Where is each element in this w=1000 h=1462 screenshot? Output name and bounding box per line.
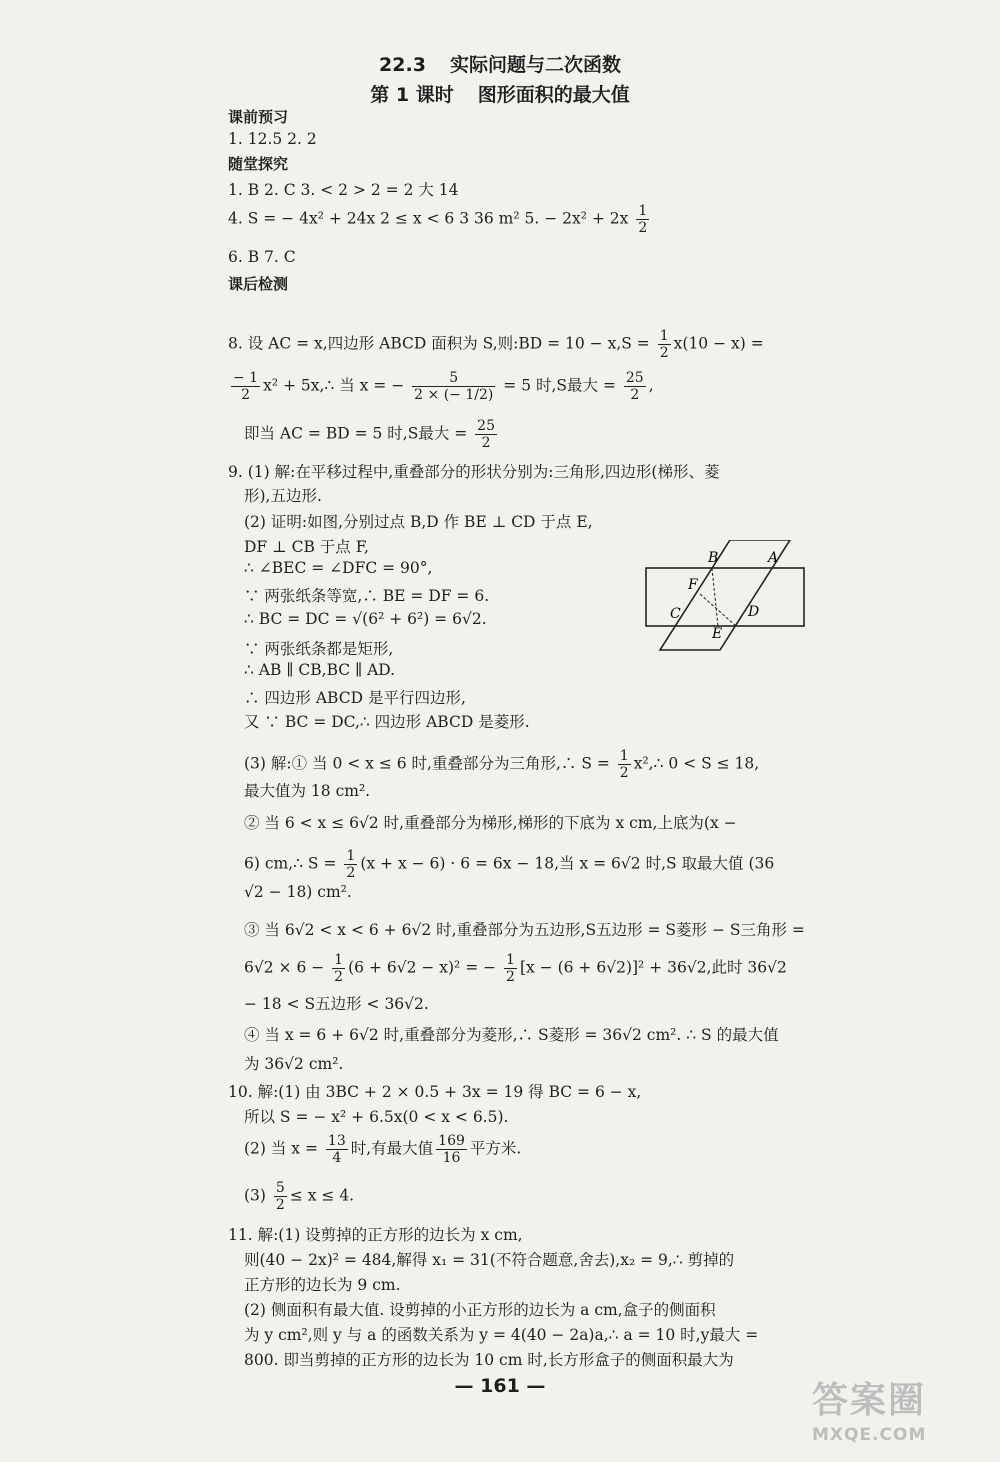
fraction: $\frac{5}{2 \times (- 1/2)}$ (414, 370, 494, 403)
fraction: $\frac{1}{2}$ (638, 203, 648, 236)
answer-line: 则(40 − 2x)² = 484,解得 x₁ = 31(不符合题意,舍去),x₂ = 9,∴ 剪掉的 (244, 1251, 735, 1269)
answer-line: 10. 解:(1) 由 3BC + 2 × 0.5 + 3x = 19 得 BC = 6 − x, (228, 1083, 642, 1101)
section-heading (0, 50, 1000, 77)
answer-line: − 18 < S五边形 < 36√2. (244, 995, 429, 1013)
answer-text: x²,∴ 0 < S ≤ 18, (633, 754, 760, 773)
answer-line: 1. B 2. C 3. < 2 > 2 = 2 大 14 (228, 181, 459, 199)
answer-text: (2) 当 x = (244, 1139, 318, 1158)
answer-line: 正方形的边长为 9 cm. (244, 1276, 401, 1294)
answer-line: 11. 解:(1) 设剪掉的正方形的边长为 x cm, (228, 1226, 523, 1244)
fraction: $\frac{- 1}{2}$ (233, 370, 259, 403)
answer-line: 1. 12.5 2. 2 (228, 130, 317, 148)
answer-line (244, 1133, 521, 1166)
answer-line: ∴ BC = DC = √(6² + 6²) = 6√2. (244, 610, 487, 628)
fraction: $\frac{13}{4}$ (327, 1133, 346, 1166)
answer-text: (3) (244, 1186, 266, 1205)
section-number: 22.3 (379, 54, 426, 76)
fraction: $\frac{5}{2}$ (275, 1180, 285, 1213)
answer-text: 即当 AC = BD = 5 时,S最大 = (244, 424, 468, 443)
fraction: $\frac{1}{2}$ (334, 952, 344, 985)
fraction: $\frac{1}{2}$ (346, 848, 356, 881)
lesson-heading (0, 80, 1000, 107)
lesson-title: 图形面积的最大值 (477, 84, 630, 106)
label-F: F (688, 577, 698, 593)
answer-line: √2 − 18) cm². (244, 883, 352, 901)
answer-line: ④ 当 x = 6 + 6√2 时,重叠部分为菱形,∴ S菱形 = 36√2 cm². ∴ S 的最大值 (244, 1026, 779, 1044)
answer-text: (6 + 6√2 − x)² = − (348, 958, 497, 977)
answer-line: ③ 当 6√2 < x < 6 + 6√2 时,重叠部分为五边形,S五边形 = S菱形 − S三角形 = (244, 921, 805, 939)
answer-line: 为 36√2 cm². (244, 1055, 344, 1073)
fraction: $\frac{1}{2}$ (659, 328, 669, 361)
fraction: $\frac{25}{2}$ (625, 370, 644, 403)
answer-line: 800. 即当剪掉的正方形的边长为 10 cm 时,长方形盒子的侧面积最大为 (244, 1351, 734, 1369)
watermark-logo-text: 答案圈 (812, 1380, 927, 1421)
answer-text: x(10 − x) = (673, 334, 764, 353)
label-C: C (670, 606, 681, 622)
fraction: $\frac{1}{2}$ (619, 748, 629, 781)
lesson-number: 第 1 课时 (370, 84, 454, 106)
fraction: $\frac{169}{16}$ (438, 1133, 465, 1166)
answer-text: 6√2 × 6 − (244, 958, 325, 977)
page-number: — 161 — (454, 1375, 546, 1397)
answer-text: ≤ x ≤ 4. (289, 1186, 355, 1205)
answer-line: 最大值为 18 cm². (244, 782, 371, 800)
answer-line (244, 418, 500, 451)
section-label-explore: 随堂探究 (228, 155, 289, 173)
watermark-url: MXQE.COM (812, 1425, 927, 1445)
answer-text: 8. 设 AC = x,四边形 ABCD 面积为 S,则:BD = 10 − x,S = (228, 334, 650, 353)
label-A: A (768, 550, 779, 566)
answer-text: 平方米. (469, 1139, 522, 1158)
answer-text: [x − (6 + 6√2)]² + 36√2,此时 36√2 (519, 958, 787, 977)
answer-line: $\frac{- 1}{2}$ x² + 5x,∴ 当 x = − $\frac{5}{2 \times (- 1/2)}$ = 5 时,S最大 = $\frac{25}{2}$ , (233, 370, 654, 403)
answer-text: 6) cm,∴ S = (244, 854, 337, 873)
answer-line: (2) 证明:如图,分别过点 B,D 作 BE ⊥ CD 于点 E, (244, 513, 593, 531)
answer-text: x² + 5x,∴ 当 x = − (263, 376, 405, 395)
altitude-BE (712, 568, 718, 626)
altitude-DF (700, 594, 736, 626)
answer-line (244, 952, 787, 985)
answer-line: ∴ 四边形 ABCD 是平行四边形, (244, 689, 466, 707)
answer-line: ∴ AB ∥ CB,BC ∥ AD. (244, 661, 396, 679)
label-D: D (748, 604, 760, 620)
fraction: $\frac{25}{2}$ (477, 418, 495, 451)
answer-line: 为 y cm²,则 y 与 a 的函数关系为 y = 4(40 − 2a)a,∴ a = 10 时,y最大 = (244, 1326, 759, 1344)
section-label-check: 课后检测 (228, 275, 289, 293)
rhombus-overlap-diagram (640, 540, 810, 670)
answer-line: 所以 S = − x² + 6.5x(0 < x < 6.5). (244, 1108, 509, 1126)
section-title: 实际问题与二次函数 (449, 54, 621, 76)
answer-line: ∵ 两张纸条等宽,∴ BE = DF = 6. (244, 587, 490, 605)
answer-text: = 5 时,S最大 = (503, 376, 616, 395)
section-label-preview: 课前预习 (228, 108, 289, 126)
answer-line (244, 1180, 354, 1213)
answer-text: 时,有最大值 (350, 1139, 434, 1158)
answer-line: 形),五边形. (244, 487, 322, 505)
label-B: B (708, 550, 719, 566)
answer-line (228, 203, 652, 236)
label-E: E (712, 626, 723, 642)
answer-line (244, 848, 774, 881)
answer-line: DF ⊥ CB 于点 F, (244, 538, 369, 556)
answer-line (244, 748, 759, 781)
answer-text: (3) 解:① 当 0 < x ≤ 6 时,重叠部分为三角形,∴ S = (244, 754, 610, 773)
answer-line: ∵ 两张纸条都是矩形, (244, 640, 394, 658)
watermark (812, 1372, 982, 1452)
answer-line: 9. (1) 解:在平移过程中,重叠部分的形状分别为:三角形,四边形(梯形、菱 (228, 463, 720, 481)
answer-line (228, 328, 764, 361)
answer-line: (2) 侧面积有最大值. 设剪掉的小正方形的边长为 a cm,盒子的侧面积 (244, 1301, 716, 1319)
answer-line: ② 当 6 < x ≤ 6√2 时,重叠部分为梯形,梯形的下底为 x cm,上底为(x − (244, 814, 737, 832)
answer-line: 又 ∵ BC = DC,∴ 四边形 ABCD 是菱形. (244, 713, 530, 731)
answer-line: ∴ ∠BEC = ∠DFC = 90°, (244, 559, 433, 577)
answer-text: 4. S = − 4x² + 24x 2 ≤ x < 6 3 36 m² 5. − 2x² + 2x (228, 209, 629, 228)
fraction: $\frac{1}{2}$ (506, 952, 515, 985)
answer-line: 6. B 7. C (228, 248, 296, 266)
answer-text: (x + x − 6) · 6 = 6x − 18,当 x = 6√2 时,S 取最大值 (36 (360, 854, 775, 873)
